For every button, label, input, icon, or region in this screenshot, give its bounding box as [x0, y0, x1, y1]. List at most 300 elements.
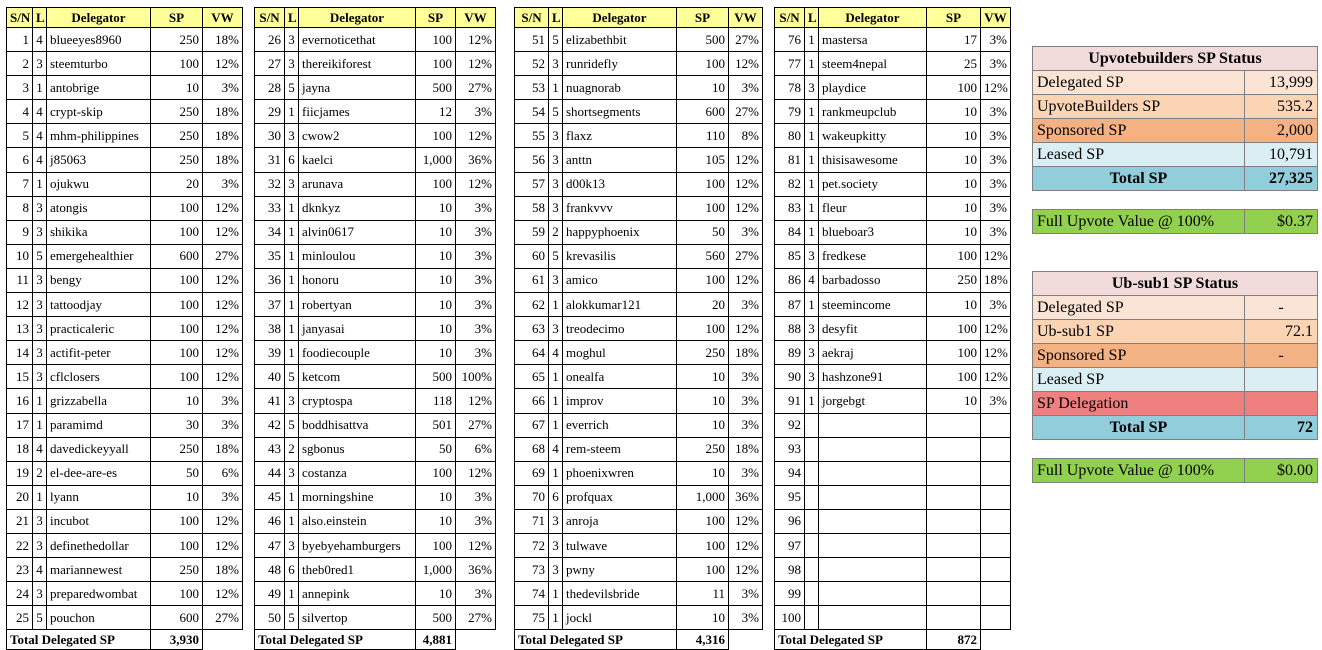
cell-vw: 3% — [456, 293, 496, 317]
cell-sn: 49 — [255, 582, 285, 606]
cell-level — [805, 485, 819, 509]
cell-level: 1 — [805, 124, 819, 148]
table-row — [255, 124, 496, 148]
cell-level: 3 — [805, 76, 819, 100]
cell-delegator: anttn — [563, 148, 677, 172]
cell-sp: 10 — [416, 509, 456, 533]
cell-vw: 12% — [729, 558, 763, 582]
cell-delegator: jorgebgt — [819, 389, 927, 413]
table-header-row — [255, 8, 496, 28]
cell-sp: 100 — [677, 172, 729, 196]
upvotebuilders-upvote-value — [1032, 209, 1318, 234]
cell-sp: 10 — [927, 220, 981, 244]
cell-vw — [981, 413, 1011, 437]
cell-delegator: sgbonus — [299, 437, 416, 461]
table-row — [255, 485, 496, 509]
table-row — [255, 52, 496, 76]
table-row — [255, 100, 496, 124]
total-label: Total Delegated SP — [515, 630, 677, 650]
cell-delegator: steemturbo — [47, 52, 151, 76]
cell-delegator: preparedwombat — [47, 582, 151, 606]
total-row — [775, 630, 1011, 650]
cell-sp: 100 — [151, 582, 203, 606]
cell-level: 1 — [33, 413, 47, 437]
cell-delegator: blueboar3 — [819, 220, 927, 244]
cell-sn: 31 — [255, 148, 285, 172]
cell-delegator: wakeupkitty — [819, 124, 927, 148]
table-row — [775, 582, 1011, 606]
cell-sp: 10 — [927, 172, 981, 196]
cell-sn: 8 — [7, 196, 33, 220]
cell-vw: 12% — [729, 509, 763, 533]
cell-sp: 600 — [677, 100, 729, 124]
cell-delegator — [819, 509, 927, 533]
header-delegator: Delegator — [563, 8, 677, 28]
cell-vw — [981, 485, 1011, 509]
cell-sp: 10 — [927, 293, 981, 317]
cell-sn: 70 — [515, 485, 549, 509]
cell-vw: 36% — [456, 148, 496, 172]
cell-vw: 3% — [456, 244, 496, 268]
table-row — [7, 293, 243, 317]
cell-delegator: bengy — [47, 268, 151, 292]
table-row — [255, 293, 496, 317]
cell-sp: 10 — [677, 365, 729, 389]
table-row — [515, 533, 763, 557]
cell-sn: 9 — [7, 220, 33, 244]
cell-level: 5 — [285, 606, 299, 630]
cell-delegator: improv — [563, 389, 677, 413]
cell-vw: 12% — [203, 317, 243, 341]
cell-vw: 6% — [203, 461, 243, 485]
cell-delegator: arunava — [299, 172, 416, 196]
delegator-table-4 — [774, 7, 1011, 650]
cell-delegator: aekraj — [819, 341, 927, 365]
table-row — [7, 52, 243, 76]
cell-sp: 500 — [416, 606, 456, 630]
cell-sn: 30 — [255, 124, 285, 148]
cell-sp: 250 — [677, 341, 729, 365]
table-row — [7, 582, 243, 606]
cell-sn: 24 — [7, 582, 33, 606]
cell-delegator: j85063 — [47, 148, 151, 172]
cell-level: 4 — [33, 558, 47, 582]
cell-sn: 94 — [775, 461, 805, 485]
total-value: 3,930 — [151, 630, 203, 650]
cell-sn: 91 — [775, 389, 805, 413]
cell-sn: 52 — [515, 52, 549, 76]
cell-sp: 250 — [677, 437, 729, 461]
table-row — [515, 437, 763, 461]
cell-delegator: anroja — [563, 509, 677, 533]
cell-sn: 42 — [255, 413, 285, 437]
cell-sp: 100 — [151, 52, 203, 76]
cell-sp: 1,000 — [677, 485, 729, 509]
cell-vw: 27% — [456, 413, 496, 437]
cell-delegator: pouchon — [47, 606, 151, 630]
cell-sp: 100 — [416, 124, 456, 148]
cell-sp — [927, 437, 981, 461]
cell-sn: 99 — [775, 582, 805, 606]
cell-sp: 100 — [927, 244, 981, 268]
cell-delegator: crypt-skip — [47, 100, 151, 124]
total-blank — [203, 630, 243, 650]
table-row — [775, 509, 1011, 533]
cell-sn: 81 — [775, 148, 805, 172]
table-row — [7, 268, 243, 292]
cell-delegator: lyann — [47, 485, 151, 509]
cell-level: 1 — [285, 196, 299, 220]
cell-level: 3 — [33, 509, 47, 533]
cell-sn: 63 — [515, 317, 549, 341]
cell-vw: 12% — [456, 389, 496, 413]
cell-vw — [981, 461, 1011, 485]
table-row — [775, 341, 1011, 365]
cell-sn: 69 — [515, 461, 549, 485]
table-row — [515, 52, 763, 76]
table-row — [255, 28, 496, 52]
cell-level: 6 — [549, 485, 563, 509]
cell-level: 3 — [549, 172, 563, 196]
cell-vw — [981, 437, 1011, 461]
table-row — [775, 293, 1011, 317]
cell-sp: 100 — [927, 341, 981, 365]
cell-level: 1 — [549, 365, 563, 389]
cell-vw: 3% — [456, 582, 496, 606]
cell-delegator: atongis — [47, 196, 151, 220]
table-row — [255, 172, 496, 196]
total-blank — [456, 630, 496, 650]
cell-delegator: hashzone91 — [819, 365, 927, 389]
cell-sp: 10 — [677, 389, 729, 413]
cell-vw: 12% — [203, 582, 243, 606]
cell-level: 4 — [33, 437, 47, 461]
cell-delegator: mhm-philippines — [47, 124, 151, 148]
cell-level: 3 — [33, 268, 47, 292]
cell-delegator: shortsegments — [563, 100, 677, 124]
cell-delegator: krevasilis — [563, 244, 677, 268]
cell-vw: 3% — [203, 485, 243, 509]
cell-sn: 25 — [7, 606, 33, 630]
cell-level: 3 — [33, 365, 47, 389]
table-row — [515, 172, 763, 196]
cell-sn: 66 — [515, 389, 549, 413]
cell-level — [805, 582, 819, 606]
status-value: 72.1 — [1245, 320, 1318, 344]
header-sp: SP — [416, 8, 456, 28]
cell-level: 3 — [33, 582, 47, 606]
table-row — [255, 509, 496, 533]
cell-vw: 27% — [203, 244, 243, 268]
cell-level: 1 — [33, 76, 47, 100]
cell-sp: 100 — [927, 365, 981, 389]
table-row — [255, 76, 496, 100]
cell-delegator: cflclosers — [47, 365, 151, 389]
cell-level: 3 — [549, 509, 563, 533]
cell-vw: 12% — [729, 148, 763, 172]
upvotebuilders-status-table — [1032, 46, 1318, 191]
cell-sp: 12 — [416, 100, 456, 124]
cell-delegator: jockl — [563, 606, 677, 630]
cell-vw: 3% — [729, 220, 763, 244]
cell-sn: 77 — [775, 52, 805, 76]
cell-delegator: pet.society — [819, 172, 927, 196]
cell-delegator: rem-steem — [563, 437, 677, 461]
header-delegator: Delegator — [819, 8, 927, 28]
cell-vw: 3% — [981, 293, 1011, 317]
cell-sn: 61 — [515, 268, 549, 292]
cell-delegator: alokkumar121 — [563, 293, 677, 317]
cell-vw: 12% — [203, 268, 243, 292]
cell-vw: 3% — [203, 76, 243, 100]
cell-vw: 12% — [981, 76, 1011, 100]
table-row — [255, 148, 496, 172]
cell-sp: 25 — [927, 52, 981, 76]
cell-delegator: morningshine — [299, 485, 416, 509]
cell-level: 4 — [549, 437, 563, 461]
table-row — [7, 196, 243, 220]
table-row — [255, 317, 496, 341]
upvote-value-amount: $0.00 — [1245, 459, 1318, 483]
cell-level: 5 — [549, 244, 563, 268]
cell-delegator — [819, 606, 927, 630]
cell-vw: 3% — [981, 52, 1011, 76]
upvote-value-label: Full Upvote Value @ 100% — [1033, 210, 1245, 234]
cell-sp — [927, 582, 981, 606]
table-row — [775, 413, 1011, 437]
cell-vw: 18% — [729, 437, 763, 461]
cell-delegator — [819, 582, 927, 606]
cell-level: 6 — [285, 148, 299, 172]
table-row — [775, 124, 1011, 148]
cell-sn: 34 — [255, 220, 285, 244]
cell-sp: 10 — [677, 76, 729, 100]
cell-sp: 600 — [151, 606, 203, 630]
cell-level: 2 — [549, 220, 563, 244]
cell-sp: 10 — [416, 244, 456, 268]
cell-level: 1 — [285, 100, 299, 124]
cell-level — [805, 461, 819, 485]
cell-level: 6 — [285, 558, 299, 582]
cell-delegator: pwny — [563, 558, 677, 582]
cell-delegator: practicaleric — [47, 317, 151, 341]
cell-delegator: cwow2 — [299, 124, 416, 148]
cell-sn: 67 — [515, 413, 549, 437]
cell-delegator: incubot — [47, 509, 151, 533]
table-row — [515, 365, 763, 389]
cell-delegator: tulwave — [563, 533, 677, 557]
cell-sp: 100 — [151, 365, 203, 389]
cell-level: 1 — [805, 172, 819, 196]
cell-sp: 100 — [677, 52, 729, 76]
cell-sp — [927, 606, 981, 630]
table-row — [7, 341, 243, 365]
cell-sn: 58 — [515, 196, 549, 220]
cell-delegator: ojukwu — [47, 172, 151, 196]
table-row — [255, 268, 496, 292]
cell-sn: 5 — [7, 124, 33, 148]
cell-sp: 100 — [927, 317, 981, 341]
table-row — [255, 341, 496, 365]
table-row — [255, 437, 496, 461]
cell-vw: 27% — [729, 244, 763, 268]
cell-sp: 100 — [151, 220, 203, 244]
header-delegator: Delegator — [47, 8, 151, 28]
cell-delegator: d00k13 — [563, 172, 677, 196]
cell-vw: 12% — [456, 533, 496, 557]
cell-sn: 97 — [775, 533, 805, 557]
cell-sn: 79 — [775, 100, 805, 124]
cell-sn: 27 — [255, 52, 285, 76]
cell-delegator: el-dee-are-es — [47, 461, 151, 485]
cell-vw: 3% — [729, 365, 763, 389]
cell-sn: 1 — [7, 28, 33, 52]
table-row — [775, 52, 1011, 76]
cell-delegator: moghul — [563, 341, 677, 365]
status-label: Ub-sub1 SP — [1033, 320, 1245, 344]
status-value: - — [1245, 296, 1318, 320]
cell-vw: 18% — [203, 124, 243, 148]
cell-sn: 47 — [255, 533, 285, 557]
cell-delegator: tattoodjay — [47, 293, 151, 317]
cell-level: 5 — [549, 28, 563, 52]
cell-vw: 12% — [729, 533, 763, 557]
cell-level: 1 — [805, 148, 819, 172]
cell-vw: 12% — [456, 28, 496, 52]
cell-delegator: barbadosso — [819, 268, 927, 292]
status-total-value: 72 — [1245, 416, 1318, 440]
table-row — [775, 28, 1011, 52]
cell-level: 1 — [549, 389, 563, 413]
cell-sn: 35 — [255, 244, 285, 268]
cell-sn: 56 — [515, 148, 549, 172]
cell-sn: 11 — [7, 268, 33, 292]
cell-vw: 3% — [981, 28, 1011, 52]
cell-vw: 12% — [203, 52, 243, 76]
table-row — [775, 244, 1011, 268]
cell-sp: 100 — [416, 52, 456, 76]
table-row — [7, 220, 243, 244]
total-row — [255, 630, 496, 650]
cell-sp: 250 — [151, 28, 203, 52]
table-header-row — [7, 8, 243, 28]
cell-sp: 100 — [416, 28, 456, 52]
cell-sp: 100 — [151, 317, 203, 341]
cell-delegator — [819, 558, 927, 582]
cell-vw: 3% — [456, 100, 496, 124]
cell-sn: 60 — [515, 244, 549, 268]
cell-delegator: elizabethbit — [563, 28, 677, 52]
cell-delegator: antobrige — [47, 76, 151, 100]
cell-sp — [927, 413, 981, 437]
table-row — [515, 413, 763, 437]
header-sn: S/N — [255, 8, 285, 28]
total-label: Total Delegated SP — [775, 630, 927, 650]
cell-sp: 10 — [416, 196, 456, 220]
cell-sn: 86 — [775, 268, 805, 292]
cell-level: 2 — [33, 461, 47, 485]
delegator-table-2 — [254, 7, 496, 650]
cell-level: 3 — [33, 293, 47, 317]
cell-level: 3 — [285, 461, 299, 485]
cell-sp: 250 — [151, 437, 203, 461]
cell-sn: 65 — [515, 365, 549, 389]
cell-sn: 73 — [515, 558, 549, 582]
cell-sn: 38 — [255, 317, 285, 341]
cell-sp: 10 — [927, 124, 981, 148]
cell-delegator: blueeyes8960 — [47, 28, 151, 52]
table-row — [255, 389, 496, 413]
cell-vw: 3% — [981, 172, 1011, 196]
cell-sp: 500 — [416, 76, 456, 100]
cell-sn: 2 — [7, 52, 33, 76]
cell-sp: 100 — [927, 76, 981, 100]
table-row — [255, 606, 496, 630]
cell-sn: 4 — [7, 100, 33, 124]
cell-sn: 12 — [7, 293, 33, 317]
ubsub1-status-table — [1032, 271, 1318, 440]
cell-sn: 78 — [775, 76, 805, 100]
cell-sn: 40 — [255, 365, 285, 389]
cell-sp: 10 — [416, 268, 456, 292]
cell-level: 3 — [285, 389, 299, 413]
cell-sn: 50 — [255, 606, 285, 630]
cell-delegator: thedevilsbride — [563, 582, 677, 606]
cell-delegator: grizzabella — [47, 389, 151, 413]
cell-vw: 27% — [456, 606, 496, 630]
cell-sn: 55 — [515, 124, 549, 148]
cell-sp: 20 — [151, 172, 203, 196]
cell-sn: 64 — [515, 341, 549, 365]
table-row — [775, 485, 1011, 509]
cell-sn: 71 — [515, 509, 549, 533]
cell-delegator: playdice — [819, 76, 927, 100]
table-header-row — [775, 8, 1011, 28]
cell-sn: 21 — [7, 509, 33, 533]
status-value: 10,791 — [1245, 143, 1318, 167]
cell-level: 4 — [33, 124, 47, 148]
cell-vw: 8% — [729, 124, 763, 148]
cell-delegator: fiicjames — [299, 100, 416, 124]
cell-delegator: theb0red1 — [299, 558, 416, 582]
header-sp: SP — [151, 8, 203, 28]
cell-sn: 39 — [255, 341, 285, 365]
cell-sn: 100 — [775, 606, 805, 630]
cell-vw: 27% — [729, 100, 763, 124]
cell-vw: 27% — [729, 28, 763, 52]
cell-level: 3 — [549, 317, 563, 341]
total-blank — [981, 630, 1011, 650]
cell-sp: 100 — [416, 461, 456, 485]
cell-level: 1 — [285, 317, 299, 341]
cell-sp: 50 — [677, 220, 729, 244]
cell-sn: 95 — [775, 485, 805, 509]
status-total-value: 27,325 — [1245, 167, 1318, 191]
cell-level: 3 — [33, 317, 47, 341]
total-value: 4,316 — [677, 630, 729, 650]
cell-sp: 105 — [677, 148, 729, 172]
cell-vw: 12% — [203, 220, 243, 244]
cell-sp: 50 — [416, 437, 456, 461]
cell-vw: 12% — [456, 124, 496, 148]
table-header-row — [515, 8, 763, 28]
cell-sn: 18 — [7, 437, 33, 461]
table-row — [515, 28, 763, 52]
cell-vw: 12% — [203, 365, 243, 389]
header-sp: SP — [927, 8, 981, 28]
cell-sn: 88 — [775, 317, 805, 341]
cell-sn: 62 — [515, 293, 549, 317]
